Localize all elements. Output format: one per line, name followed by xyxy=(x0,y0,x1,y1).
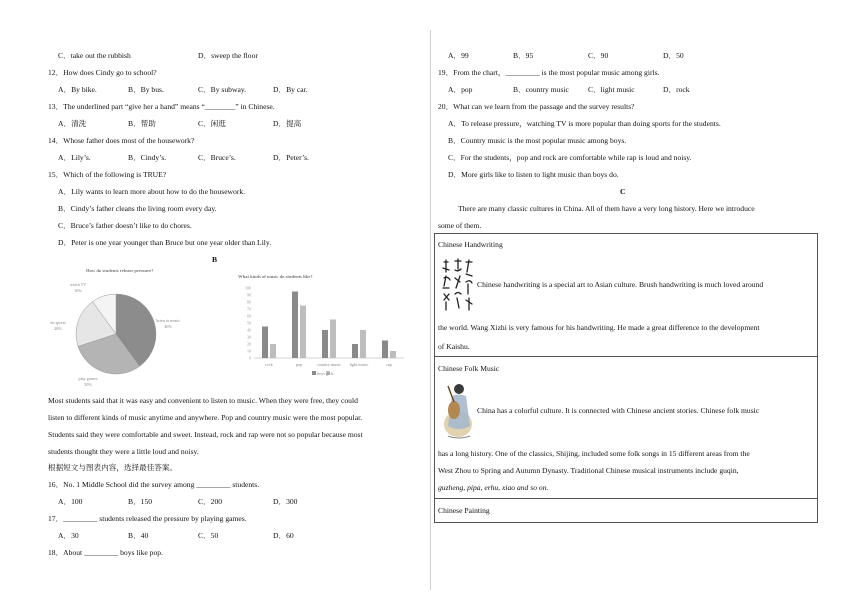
q16-option-b[interactable]: B．150 xyxy=(128,497,153,506)
q15-stem: 15．Which of the following is TRUE? xyxy=(48,170,167,179)
q17-option-c[interactable]: C．50 xyxy=(198,531,219,540)
y-tick-label: 80 xyxy=(247,299,251,305)
pie-percent: 20% xyxy=(54,326,62,331)
y-tick-label: 90 xyxy=(247,292,251,298)
q13-stem: 13．The underlined part “give her a hand” means “________” in Chinese. xyxy=(48,102,275,111)
passage-line-2: listen to different kinds of music anytime and anywhere. Pop and country music were the most popular. xyxy=(48,413,363,422)
q16-stem: 16．No. 1 Middle School did the survey among _________ students. xyxy=(48,480,260,489)
q12-option-a[interactable]: A．By bike. xyxy=(58,85,97,94)
painting-heading: Chinese Painting xyxy=(438,506,490,515)
q15-option-a[interactable]: A．Lily wants to learn more about how to do the housework. xyxy=(58,187,246,196)
intro-line-2: some of them. xyxy=(438,221,482,230)
handwriting-line-2: the world. Wang Xizhi is very famous for his handwriting. He made a great difference to the development xyxy=(438,323,760,332)
q20-stem: 20．What can we learn from the passage and the survey results? xyxy=(438,102,635,111)
passage-line-3: Students said they were comfortable and sweet. Instead, rock and rap were not so popular because most xyxy=(48,430,363,439)
q13-option-b[interactable]: B．帮助 xyxy=(128,119,156,128)
x-tick-label: light music xyxy=(349,362,369,367)
q20-option-b[interactable]: B．Country music is the most popular music among boys. xyxy=(448,136,627,145)
q13-option-a[interactable]: A．清洗 xyxy=(58,119,87,128)
bar-girls-country-music xyxy=(330,320,336,359)
y-tick-label: 30 xyxy=(247,334,251,340)
y-tick-label: 20 xyxy=(247,341,251,347)
pie-label: play games xyxy=(78,376,98,381)
q18-option-c[interactable]: C．90 xyxy=(588,51,609,60)
folk-music-line-2: has a long history. One of the classics, Shijing, included some folk songs in 15 different areas from the xyxy=(438,449,750,458)
q13-option-d[interactable]: D．提高 xyxy=(273,119,302,128)
section-b-heading: B xyxy=(212,255,218,264)
q14-stem: 14．Whose father does most of the housework? xyxy=(48,136,195,145)
q12-option-c[interactable]: C．By subway. xyxy=(198,85,247,94)
q16-option-d[interactable]: D．300 xyxy=(273,497,298,506)
q14-option-a[interactable]: A．Lily’s. xyxy=(58,153,91,162)
legend-text: boys girls xyxy=(317,371,334,376)
pie-label: listen to music xyxy=(155,318,181,323)
q17-option-a[interactable]: A．30 xyxy=(58,531,79,540)
folk-music-line-1: China has a colorful culture. It is connected with Chinese ancient stories. Chinese folk music xyxy=(477,406,760,415)
pie-percent: 40% xyxy=(164,324,172,329)
bar-boys-rap xyxy=(382,341,388,359)
q19-option-b[interactable]: B．country music xyxy=(513,85,569,94)
x-tick-label: pop xyxy=(295,362,303,367)
pipa-player-image xyxy=(438,380,478,440)
passage-line-1: Most students said that it was easy and convenient to listen to music. When they were free, they could xyxy=(48,396,358,405)
q12-stem: 12．How does Cindy go to school? xyxy=(48,68,157,77)
bar-girls-rock xyxy=(270,344,276,358)
calligraphy-image xyxy=(438,256,478,320)
bar-boys-pop xyxy=(292,292,298,359)
q13-option-c[interactable]: C．闲逛 xyxy=(198,119,226,128)
column-divider xyxy=(430,30,431,590)
q20-option-a[interactable]: A．To release pressure，watching TV is more popular than doing sports for the students. xyxy=(448,119,721,128)
q14-option-b[interactable]: B．Cindy’s. xyxy=(128,153,167,162)
bar-boys-rock xyxy=(262,327,268,359)
q14-option-d[interactable]: D．Peter’s. xyxy=(273,153,309,162)
bar-chart xyxy=(188,268,392,386)
pie-label: watch TV xyxy=(69,282,87,287)
y-tick-label: 100 xyxy=(245,285,251,291)
passage-line-4: students thought they were a little loud and noisy. xyxy=(48,447,199,456)
section-c-heading: C xyxy=(620,187,626,196)
q12-option-d[interactable]: D．By car. xyxy=(273,85,308,94)
y-tick-label: 40 xyxy=(247,327,251,333)
q20-option-c[interactable]: C．For the students，pop and rock are comfortable while rap is loud and noisy. xyxy=(448,153,692,162)
y-tick-label: 0 xyxy=(249,355,251,361)
q17-stem: 17．_________ students released the pressure by playing games. xyxy=(48,514,247,523)
folk-music-heading: Chinese Folk Music xyxy=(438,364,500,373)
q19-option-d[interactable]: D．rock xyxy=(663,85,690,94)
q18-option-a[interactable]: A．99 xyxy=(448,51,469,60)
q18-stem: 18．About _________ boys like pop. xyxy=(48,548,163,557)
handwriting-heading: Chinese Handwriting xyxy=(438,240,503,249)
bar-boys-country-music xyxy=(322,330,328,358)
bar-girls-rap xyxy=(390,351,396,358)
q18-option-d[interactable]: D．50 xyxy=(663,51,684,60)
instruction: 根据短文与图表内容，选择最佳答案。 xyxy=(48,463,178,472)
pie-percent: 30% xyxy=(84,382,92,387)
q11-option-d[interactable]: D．sweep the floor xyxy=(198,51,258,60)
q16-option-a[interactable]: A．100 xyxy=(58,497,83,506)
q15-option-d[interactable]: D．Peter is one year younger than Bruce but one year older than Lily. xyxy=(58,238,272,247)
q19-stem: 19．From the chart，_________ is the most popular music among girls. xyxy=(438,68,660,77)
q17-option-b[interactable]: B．40 xyxy=(128,531,149,540)
handwriting-line-3: of Kaishu. xyxy=(438,342,470,351)
bar-girls-light-music xyxy=(360,330,366,358)
q11-option-c[interactable]: C．take out the rubbish xyxy=(58,51,131,60)
pie-label: do sports xyxy=(50,320,66,325)
q19-option-c[interactable]: C．light music xyxy=(588,85,635,94)
q16-option-c[interactable]: C．200 xyxy=(198,497,223,506)
y-tick-label: 60 xyxy=(247,313,251,319)
q14-option-c[interactable]: C．Bruce’s. xyxy=(198,153,236,162)
pie-percent: 10% xyxy=(74,288,82,293)
q15-option-c[interactable]: C．Bruce’s father doesn’t like to do chores. xyxy=(58,221,192,230)
q20-option-d[interactable]: D．More girls like to listen to light music than boys do. xyxy=(448,170,619,179)
y-tick-label: 10 xyxy=(247,348,251,354)
q12-option-b[interactable]: B．By bus. xyxy=(128,85,164,94)
q17-option-d[interactable]: D．60 xyxy=(273,531,294,540)
folk-music-line-4: guzheng, pipa, erhu, xiao and so on. xyxy=(438,483,549,492)
bar-boys-light-music xyxy=(352,344,358,358)
x-tick-label: country music xyxy=(317,362,341,367)
q18-option-b[interactable]: B．95 xyxy=(513,51,534,60)
legend-swatch-boys xyxy=(312,371,316,375)
q19-option-a[interactable]: A．pop xyxy=(448,85,473,94)
folk-music-line-3: West Zhou to Spring and Autumn Dynasty. Traditional Chinese musical instruments include guqin, xyxy=(438,466,739,475)
culture-table xyxy=(434,233,818,523)
bar-girls-pop xyxy=(300,306,306,359)
pie-title: How do students release pressure? xyxy=(86,268,154,273)
handwriting-line-1: Chinese handwriting is a special art to Asian culture. Brush handwriting is much loved around xyxy=(477,280,764,289)
bar-title: What kinds of music do students like? xyxy=(238,274,313,279)
y-tick-label: 50 xyxy=(247,320,251,326)
y-tick-label: 70 xyxy=(247,306,251,312)
q15-option-b[interactable]: B．Cindy’s father cleans the living room every day. xyxy=(58,204,217,213)
x-tick-label: rap xyxy=(386,362,392,367)
x-tick-label: rock xyxy=(265,362,273,367)
intro-line-1: There are many classic cultures in China. All of them have a very long history. Here we introduce xyxy=(458,204,755,213)
